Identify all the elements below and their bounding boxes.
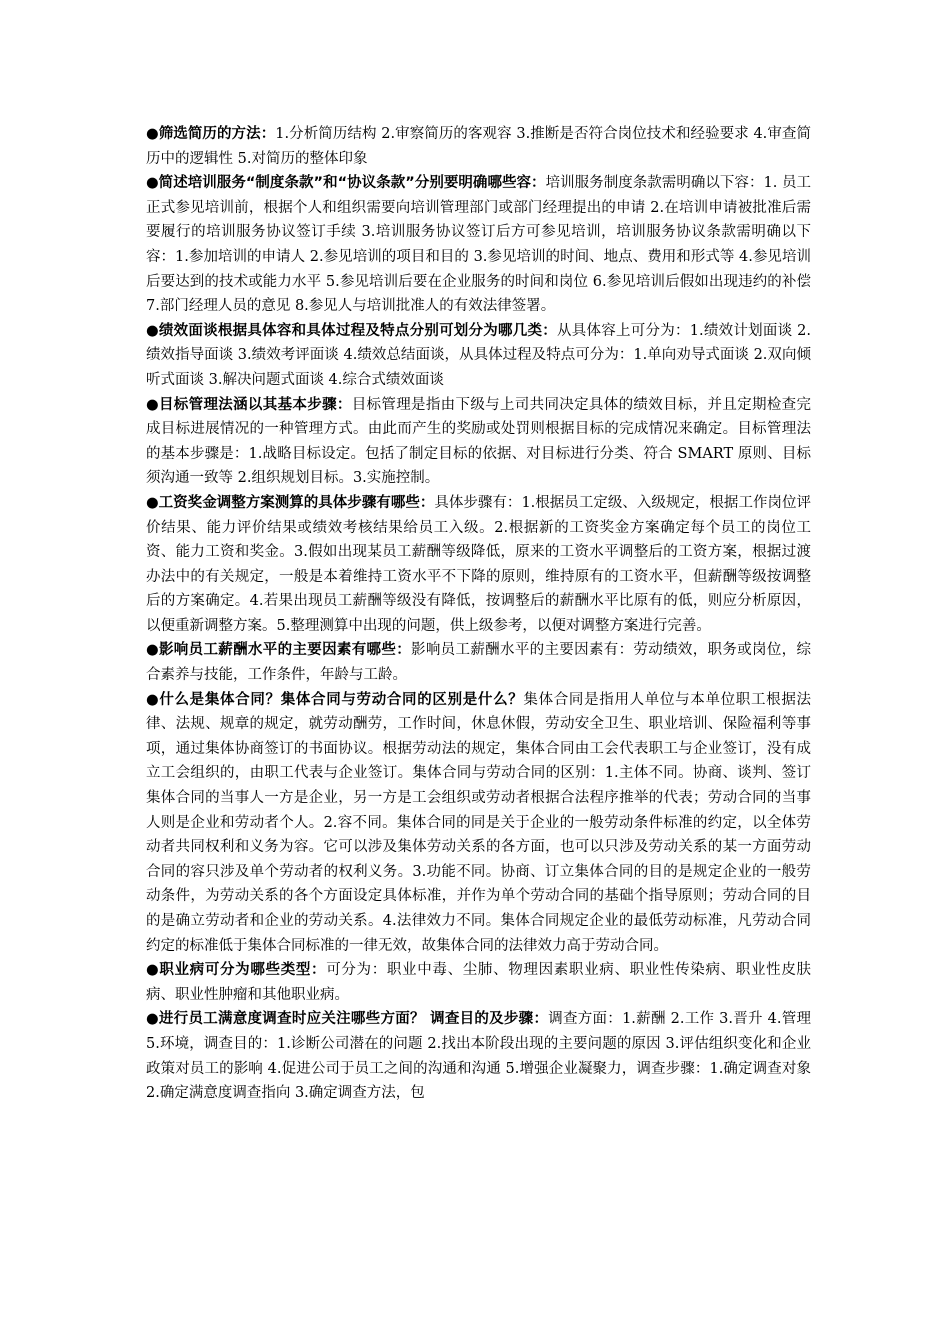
paragraph-heading: ●绩效面谈根据具体容和具体过程及特点分别可划分为哪几类：	[146, 322, 558, 339]
paragraph-body: 可分为：职业中毒、尘肺、物理因素职业病、职业性传染病、职业性皮肤病、职业性肿瘤和其他职业病。	[146, 962, 811, 1003]
paragraph-body: 影响员工薪酬水平的主要因素有：劳动绩效，职务或岗位，综合素养与技能，工作条件，年龄与工龄。	[146, 642, 812, 684]
paragraph-heading: ●什么是集体合同？集体合同与劳动合同的区别是什么？	[146, 691, 524, 708]
paragraph-salary-adjustment	[146, 491, 811, 639]
paragraph-heading: ●目标管理法涵以其基本步骤：	[146, 396, 352, 413]
paragraph-body: 目标管理是指由下级与上司共同决定具体的绩效目标，并且定期检查完成目标进展情况的一种管理方式。由此而产生的奖励或处罚则根据目标的完成情况来确定。目标管理法的基本步骤是：1.战略目标设定。包括了制定目标的依据、对目标进行分类、符合 SMART 原则、目标须沟通一致等 2.组织规划目标。3.实施控制。	[146, 396, 811, 487]
paragraph-occupational-disease	[146, 958, 811, 1007]
paragraph-heading: ●简述培训服务“制度条款”和“协议条款”分别要明确哪些容：	[146, 175, 546, 192]
paragraph-body: 具体步骤有：1.根据员工定级、入级规定，根据工作岗位评价结果、能力评价结果或绩效考核结果给员工入级。2.根据新的工资奖金方案确定每个员工的岗位工资、能力工资和奖金。3.假如出现某员工薪酬等级降低，原来的工资水平调整后的工资方案，根据过渡办法中的有关规定，一般是本着维持工资水平不下降的原则，维持原有的工资水平，但薪酬等级按调整后的方案确定。4.若果出现员工薪酬等级没有降低，按调整后的薪酬水平比原有的低，则应分析原因，以便重新调整方案。5.整理测算中出现的问题，供上级参考，以便对调整方案进行完善。	[146, 494, 811, 634]
paragraph-body: 集体合同是指用人单位与本单位职工根据法律、法规、规章的规定，就劳动酬劳，工作时间，休息休假，劳动安全卫生、职业培训、保险福利等事项，通过集体协商签订的书面协议。根据劳动法的规定，集体合同由工会代表职工与企业签订，没有成立工会组织的，由职工代表与企业签订。集体合同与劳动合同的区别：1.主体不同。协商、谈判、签订集体合同的当事人一方是企业，另一方是工会组织或劳动者根据合法程序推举的代表；劳动合同的当事人则是企业和劳动者个人。2.容不同。集体合同的同是关于企业的一般劳动条件标准的约定，以全体劳动者共同权利和义务为容。它可以涉及集体劳动关系的各方面，也可以只涉及劳动关系的某一方面劳动合同的容只涉及单个劳动者的权利义务。3.功能不同。协商、订立集体合同的目的是规定企业的一般劳动条件，为劳动关系的各个方面设定具体标准，并作为单个劳动合同的基础个指导原则；劳动合同的目的是确立劳动者和企业的劳动关系。4.法律效力不同。集体合同规定企业的最低劳动标准，凡劳动合同约定的标准低于集体合同标准的一律无效，故集体合同的法律效力高于劳动合同。	[146, 691, 811, 954]
paragraph-body: 培训服务制度条款需明确以下容：1. 员工正式参见培训前，根据个人和组织需要向培训管理部门或部门经理提出的申请 2.在培训申请被批准后需要履行的培训服务协议签订手续 3.培训服务协议签订后方可参见培训，培训服务协议条款需明确以下容：1.参加培训的申请人 2.参见培训的项目和目的 3.参见培训的时间、地点、费用和形式等 4.参见培训后要达到的技术或能力水平 5.参见培训后要在企业服务的时间和岗位 6.参见培训后假如出现违约的补偿 7.部门经理人员的意见 8.参见人与培训批准人的有效法律签署。	[146, 175, 811, 315]
paragraph-heading: ●职业病可分为哪些类型：	[146, 962, 327, 979]
paragraph-body: 调查方面：1.薪酬 2.工作 3.晋升 4.管理 5.环境，调查目的：1.诊断公司潜在的问题 2.找出本阶段出现的主要问题的原因 3.评估组织变化和企业政策对员工的影响 4.促进公司于员工之间的沟通和沟通 5.增强企业凝聚力，调查步骤：1.确定调查对象 2.确定满意度调查指向 3.确定调查方法，包	[146, 1011, 812, 1102]
paragraph-satisfaction-survey	[146, 1007, 811, 1105]
paragraph-salary-factors	[146, 638, 811, 687]
paragraph-heading: ●工资奖金调整方案测算的具体步骤有哪些：	[146, 494, 435, 511]
paragraph-resume-screening	[146, 122, 811, 171]
paragraph-mbo	[146, 393, 811, 491]
paragraph-heading: ●进行员工满意度调查时应关注哪些方面？ 调查目的及步骤：	[146, 1011, 549, 1028]
paragraph-heading: ●筛选简历的方法：	[146, 126, 276, 142]
paragraph-body: 从具体容上可分为：1.绩效计划面谈 2.绩效指导面谈 3.绩效考评面谈 4.绩效总结面谈，从具体过程及特点可分为：1.单向劝导式面谈 2.双向倾听式面谈 3.解决问题式面谈 4.综合式绩效面谈	[146, 322, 812, 388]
paragraph-performance-interview	[146, 319, 811, 393]
document-page	[146, 122, 811, 1106]
paragraph-heading: ●影响员工薪酬水平的主要因素有哪些：	[146, 642, 412, 659]
paragraph-body: 1.分析简历结构 2.审察简历的客观容 3.推断是否符合岗位技术和经验要求 4.审查简历中的逻辑性 5.对简历的整体印象	[146, 126, 811, 167]
paragraph-collective-contract	[146, 688, 811, 959]
paragraph-training-clauses	[146, 171, 811, 319]
